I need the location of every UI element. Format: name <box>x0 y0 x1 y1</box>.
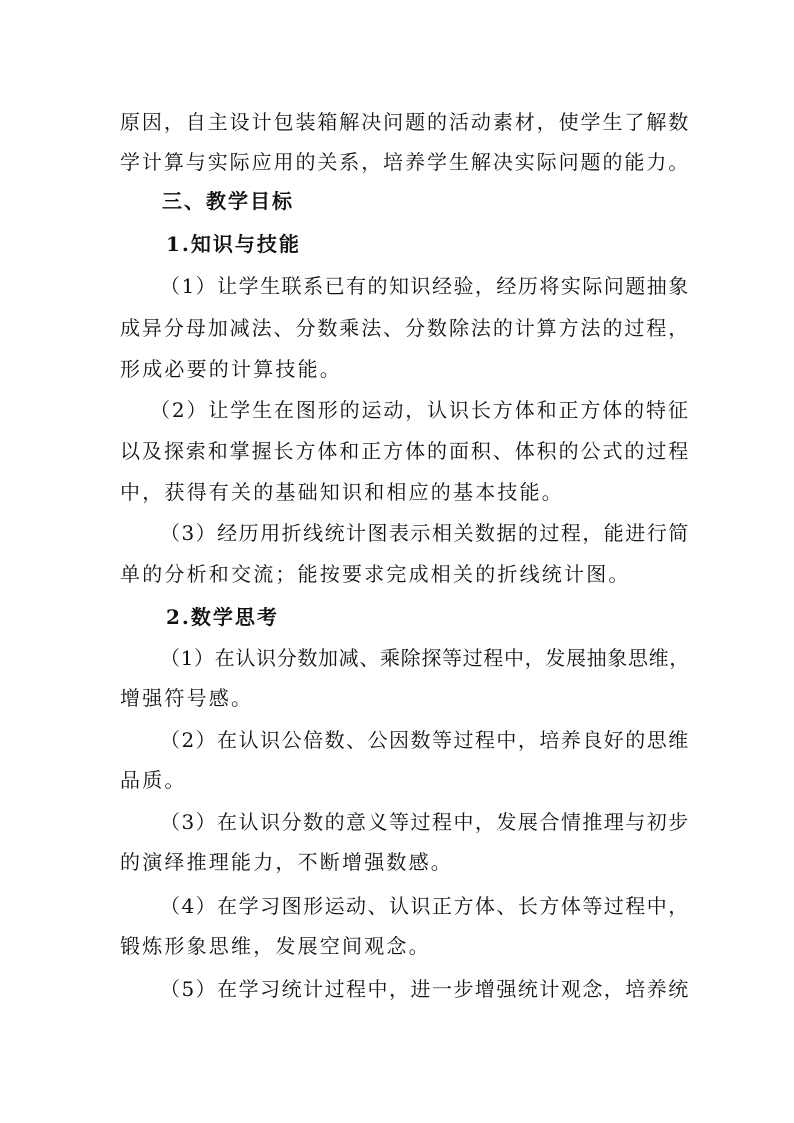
paragraph-line: 品质。 <box>120 768 187 792</box>
paragraph-line: 中，获得有关的基础知识和相应的基本技能。 <box>120 480 564 504</box>
paragraph-line: （5）在学习统计过程中，进一步增强统计观念，培养统 <box>160 977 690 1001</box>
paragraph-line: 锻炼形象思维，发展空间观念。 <box>120 934 431 958</box>
paragraph-line: 的演绎推理能力，不断增强数感。 <box>120 850 453 874</box>
paragraph-line: 学计算与实际应用的关系，培养学生解决实际问题的能力。 <box>120 150 691 174</box>
paragraph-line: （1）在认识分数加减、乘除探等过程中，发展抽象思维， <box>160 646 690 670</box>
paragraph-line: 形成必要的计算技能。 <box>120 357 342 381</box>
paragraph-line: （3）经历用折线统计图表示相关数据的过程，能进行简 <box>160 521 690 545</box>
paragraph-line: （1）让学生联系已有的知识经验，经历将实际问题抽象 <box>160 274 690 298</box>
paragraph-line: （2）让学生在图形的运动，认识长方体和正方体的特征 <box>150 398 690 422</box>
subsection-heading: 2.数学思考 <box>166 605 279 629</box>
section-heading: 三、教学目标 <box>162 189 294 213</box>
paragraph-line: （2）在认识公倍数、公因数等过程中，培养良好的思维 <box>160 728 690 752</box>
paragraph-line: 以及探索和掌握长方体和正方体的面积、体积的公式的过程 <box>120 439 691 463</box>
paragraph-line: （4）在学习图形运动、认识正方体、长方体等过程中， <box>160 894 690 918</box>
paragraph-line: 原因，自主设计包装箱解决问题的活动素材，使学生了解数 <box>120 110 691 134</box>
paragraph-line: （3）在认识分数的意义等过程中，发展合情推理与初步 <box>160 810 690 834</box>
paragraph-line: 成异分母加减法、分数乘法、分数除法的计算方法的过程， <box>120 316 691 340</box>
paragraph-line: 增强符号感。 <box>120 686 254 710</box>
subsection-heading: 1.知识与技能 <box>166 232 301 256</box>
paragraph-line: 单的分析和交流；能按要求完成相关的折线统计图。 <box>120 562 631 586</box>
